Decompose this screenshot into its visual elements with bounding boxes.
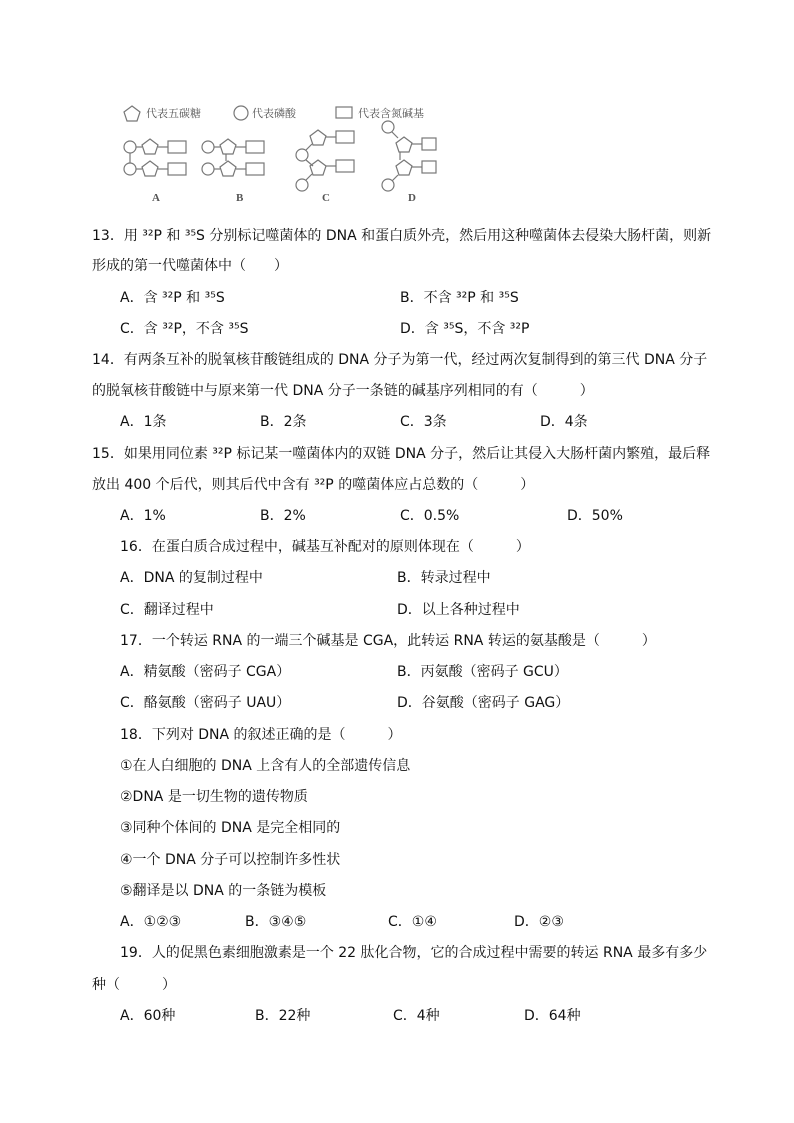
question-19-option-c: C．4种 [393,1008,440,1024]
question-17-stem: 17．一个转运 RNA 的一端三个碱基是 CGA，此转运 RNA 转运的氨基酸是（ ） [120,633,656,649]
question-18-option-b: B．③④⑤ [245,914,307,930]
question-13-option-b: B．不含 ³²P 和 ³⁵S [400,290,519,306]
question-18-option-d: D．②③ [514,914,564,930]
question-16-option-d: D．以上各种过程中 [397,602,520,618]
question-14-option-b: B．2条 [260,414,307,430]
figure-label-c: C [322,192,330,204]
question-17-option-b: B．丙氨酸（密码子 GCU） [397,664,568,680]
question-13-stem-cont: 形成的第一代噬菌体中（ ） [92,258,288,274]
phosphate-legend-icon [234,106,248,120]
question-15-stem-cont: 放出 400 个后代，则其后代中含有 ³²P 的噬菌体应占总数的（ ） [92,477,535,493]
question-19-stem: 19．人的促黑色素细胞激素是一个 22 肽化合物，它的合成过程中需要的转运 RNA 最多有多少 [120,945,708,961]
structure-a [124,139,186,176]
question-13-option-d: D．含 ³⁵S，不含 ³²P [400,321,530,337]
question-18-stem: 18．下列对 DNA 的叙述正确的是（ ） [120,727,402,743]
base-legend-icon [336,107,352,118]
question-16-option-a: A．DNA 的复制过程中 [120,570,263,586]
question-14-option-d: D．4条 [540,414,588,430]
structure-d [382,121,436,191]
figure-label-b: B [236,192,244,204]
question-18-option-a: A．①②③ [120,914,182,930]
legend-pentose: 代表五碳糖 [146,107,201,120]
question-15-option-c: C．0.5% [400,508,460,524]
pentose-legend-icon [124,106,140,121]
question-17-option-c: C．酪氨酸（密码子 UAU） [120,695,291,711]
question-18-statement-2: ②DNA 是一切生物的遗传物质 [120,789,308,805]
legend-phosphate: 代表磷酸 [252,107,296,120]
question-13-option-a: A．含 ³²P 和 ³⁵S [120,290,225,306]
question-14-option-a: A．1条 [120,414,167,430]
question-18-statement-1: ①在人白细胞的 DNA 上含有人的全部遗传信息 [120,758,411,774]
question-16-option-c: C．翻译过程中 [120,602,214,618]
question-14-stem: 14．有两条互补的脱氧核苷酸链组成的 DNA 分子为第一代，经过两次复制得到的第三代 DNA 分子 [92,352,708,368]
question-17-option-d: D．谷氨酸（密码子 GAG） [397,695,570,711]
question-18-option-c: C．①④ [388,914,437,930]
question-19-stem-cont: 种（ ） [92,977,176,993]
question-13-option-c: C．含 ³²P，不含 ³⁵S [120,321,249,337]
question-19-option-a: A．60种 [120,1008,176,1024]
question-19-option-d: D．64种 [524,1008,581,1024]
question-14-option-c: C．3条 [400,414,447,430]
question-15-stem: 15．如果用同位素 ³²P 标记某一噬菌体内的双链 DNA 分子，然后让其侵入大肠杆菌内繁殖，最后释 [92,446,711,462]
figure-label-d: D [408,192,416,204]
legend-base: 代表含氮碱基 [358,107,424,120]
question-18-statement-3: ③同种个体间的 DNA 是完全相同的 [120,820,341,836]
figure-label-a: A [152,192,160,204]
question-17-option-a: A．精氨酸（密码子 CGA） [120,664,291,680]
question-16-option-b: B．转录过程中 [397,570,491,586]
structure-c [296,130,354,191]
question-16-stem: 16．在蛋白质合成过程中，碱基互补配对的原则体现在（ ） [120,539,530,555]
question-19-option-b: B．22种 [255,1008,311,1024]
question-18-statement-5: ⑤翻译是以 DNA 的一条链为模板 [120,883,327,899]
question-14-stem-cont: 的脱氧核苷酸链中与原来第一代 DNA 分子一条链的碱基序列相同的有（ ） [92,383,594,399]
question-15-option-a: A．1% [120,508,166,524]
question-15-option-b: B．2% [260,508,306,524]
question-18-statement-4: ④一个 DNA 分子可以控制许多性状 [120,852,341,868]
question-13-stem: 13．用 ³²P 和 ³⁵S 分别标记噬菌体的 DNA 和蛋白质外壳，然后用这种噬菌体去侵染大肠杆菌，则新 [92,228,712,244]
structure-b [202,139,264,176]
question-15-option-d: D．50% [567,508,623,524]
